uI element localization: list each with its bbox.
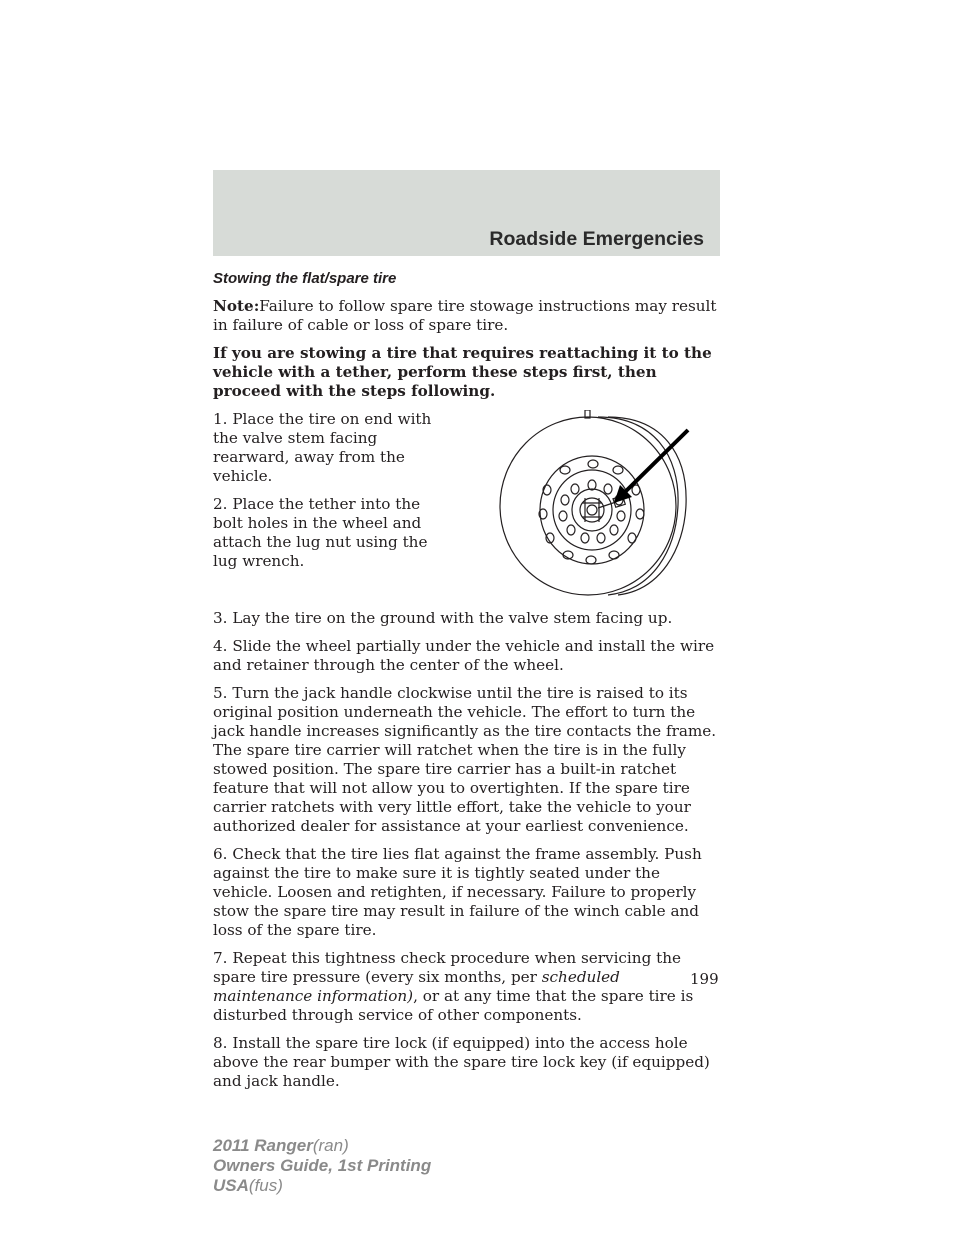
tire-tether-illustration <box>448 410 723 600</box>
document-footer <box>213 1136 431 1196</box>
step-6: 6. Check that the tire lies flat against the frame assembly. Push against the tire to make sure it is tightly seated under the vehicle. Loosen and retighten, if necessary. Failure to properly stow the spare tire may result in failure of the winch cable and loss of the spare tire. <box>213 845 702 939</box>
page-number: 199 <box>690 970 719 988</box>
step-7 <box>213 949 723 1025</box>
step-5: 5. Turn the jack handle clockwise until the tire is raised to its original position underneath the vehicle. The effort to turn the jack handle increases significantly as the tire contacts the frame. The spare tire carrier will ratchet when the tire is in the fully stowed position. The spare tire carrier has a built-in ratchet feature that will not allow you to overtighten. If the spare tire carrier ratchets with very little effort, take the vehicle to your authorized dealer for assistance at your earliest convenience. <box>213 684 717 835</box>
footer-line-2: Owners Guide, 1st Printing <box>213 1156 432 1175</box>
tether-step-1: 1. Place the tire on end with the valve stem facing rearward, away from the vehicle. <box>213 410 432 485</box>
scheduled-maintenance-reference: scheduled maintenance information) <box>213 968 620 1005</box>
note-label: Note: <box>213 297 260 315</box>
step-7-text-start: 7. Repeat this tightness check procedure when servicing the spare tire pressure (every six months, per <box>213 949 681 986</box>
procedure-heading: Stowing the flat/spare tire <box>213 270 397 287</box>
tether-steps-with-figure <box>213 410 723 600</box>
step-4: 4. Slide the wheel partially under the vehicle and install the wire and retainer through the center of the wheel. <box>213 637 715 674</box>
footer-model: 2011 Ranger <box>213 1136 313 1155</box>
footer-market-code: (fus) <box>248 1176 283 1195</box>
section-title: Roadside Emergencies <box>489 228 704 250</box>
step-3: 3. Lay the tire on the ground with the valve stem facing up. <box>213 609 673 627</box>
footer-line-3 <box>213 1176 431 1196</box>
footer-model-code: (ran) <box>312 1136 349 1155</box>
step-7-text-end: , or at any time that the spare tire is disturbed through service of other components. <box>213 987 694 1024</box>
note-text: Failure to follow spare tire stowage instructions may result in failure of cable or loss of spare tire. <box>213 297 717 334</box>
note-paragraph <box>213 297 723 335</box>
footer-market: USA <box>213 1176 249 1195</box>
spare-tire-icon <box>448 410 723 600</box>
tether-step-2: 2. Place the tether into the bolt holes in the wheel and attach the lug nut using the lug wrench. <box>213 495 428 570</box>
step-8: 8. Install the spare tire lock (if equipped) into the access hole above the rear bumper with the spare tire lock key (if equipped) and jack handle. <box>213 1034 710 1090</box>
tether-instruction: If you are stowing a tire that requires reattaching it to the vehicle with a tether, perform these steps first, then proceed with the steps following. <box>213 344 712 400</box>
footer-line-1 <box>213 1136 431 1156</box>
tether-steps <box>213 410 448 600</box>
page-content <box>213 269 723 1100</box>
section-header-band <box>213 170 720 256</box>
